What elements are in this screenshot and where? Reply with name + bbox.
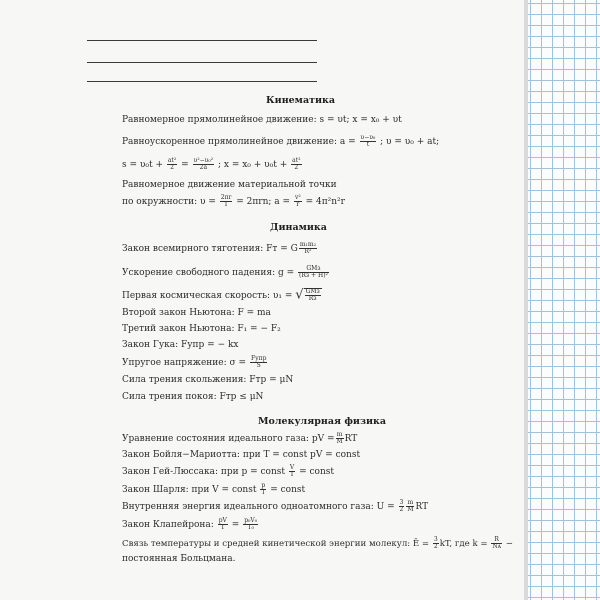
fraction: $\frac{\text{GMз}}{\text{(Rз + H)²}}$ (299, 265, 328, 279)
fraction: $\frac{\text{at²}}{2}$ (292, 157, 301, 171)
fraction: $\frac{R}{\text{Nᴀ}}$ (492, 536, 501, 550)
formula-boyle-mariotte: Закон Бойля−Мариотта: при T = const pV = const (122, 450, 361, 460)
formula-displacement (122, 158, 303, 172)
fraction: $\frac{\text{υ−υ₀}}{t}$ (360, 134, 376, 148)
formula-text: Внутренняя энергия идеального одноатомного газа: U = (122, 502, 395, 512)
formula-text: s = υ₀t + (122, 160, 163, 170)
formula-uniform-motion: Равномерное прямолинейное движение: s = υt; x = x₀ + υt (122, 115, 402, 125)
fraction: $\frac{\text{GMз}}{Rз}$ (305, 288, 320, 302)
fraction: $\frac{\text{υ²−υ₀²}}{2a}$ (193, 157, 214, 171)
formula-first-cosmic-velocity (122, 288, 322, 303)
formula-text: Ускорение свободного падения: g = (122, 268, 295, 278)
fraction: $\frac{m}{M}$ (336, 431, 343, 445)
fraction: $\frac{2\pi r}{T}$ (220, 194, 232, 208)
formula-ideal-gas (122, 432, 357, 446)
formula-text: Равноускоренное прямолинейное движение: a = (122, 137, 356, 147)
formula-text: Закон всемирного тяготения: Fт = G (122, 244, 298, 254)
formula-text: Закон Клапейрона: (122, 520, 214, 530)
formula-circular-motion (122, 195, 345, 209)
fraction: $\frac{m}{M}$ (407, 499, 414, 513)
formula-text: kT, где k = (439, 539, 488, 549)
fraction: $\frac{\text{v²}}{r}$ (294, 194, 301, 208)
formula-elastic-stress (122, 356, 268, 370)
formula-hooke: Закон Гука: Fупр = − kx (122, 340, 239, 350)
formula-text: Закон Шарля: при V = const (122, 485, 257, 495)
fraction: $\frac{\text{at²}}{2}$ (167, 157, 177, 171)
formula-text: = const (299, 467, 335, 477)
fraction: $\frac{\text{p₀V₀}}{\text{T₀}}$ (244, 517, 258, 531)
blank-line-3 (87, 81, 317, 82)
formula-text: RT (415, 502, 429, 512)
formula-text: = const (270, 485, 306, 495)
formula-text: = (181, 160, 189, 170)
square-root: √ $\frac{\text{GMз}}{Rз}$ (295, 287, 320, 303)
fraction: $\frac{\text{m₁m₂}}{\text{R²}}$ (299, 241, 317, 255)
heading-kinematics: Кинематика (266, 95, 336, 106)
blank-line-1 (87, 40, 317, 41)
fraction: $\frac{p}{T}$ (261, 482, 266, 496)
heading-dynamics: Динамика (270, 222, 327, 233)
formula-text: Первая космическая скорость: υ₁ = (122, 291, 293, 301)
formula-text: Закон Гей-Люссака: при p = const (122, 467, 286, 477)
formula-static-friction: Сила трения покоя: Fтр ≤ μN (122, 392, 264, 402)
formula-gravitation (122, 242, 318, 256)
formula-gay-lussac (122, 465, 334, 479)
formula-text: RT (344, 434, 358, 444)
heading-molecular: Молекулярная физика (258, 416, 387, 427)
formula-newton-3: Третий закон Ньютона: F₁ = − F₂ (122, 324, 281, 334)
formula-charles (122, 483, 305, 497)
formula-text: по окружности: υ = (122, 197, 216, 207)
fraction: $\frac{pV}{T}$ (218, 517, 227, 531)
formula-kinetic-energy (122, 537, 513, 551)
formula-text: Упругое напряжение: σ = (122, 358, 247, 368)
formula-text: Уравнение состояния идеального газа: pV = (122, 434, 335, 444)
formula-text: Связь температуры и средней кинетической энергии молекул: Ē = (122, 539, 430, 549)
formula-text: = 2πrn; a = (236, 197, 291, 207)
formula-sliding-friction: Сила трения скольжения: Fтр = μN (122, 375, 294, 385)
formula-text: = 4π²n²r (305, 197, 345, 207)
formula-free-fall (122, 266, 330, 280)
fraction: $\frac{\text{Fупр}}{S}$ (250, 355, 267, 369)
blank-line-2 (87, 62, 317, 63)
fraction: $\frac{3}{2}$ (399, 499, 404, 513)
text-circular-motion: Равномерное движение материальной точки (122, 180, 337, 190)
graph-paper-edge (528, 0, 600, 600)
fraction: $\frac{V}{T}$ (289, 464, 295, 478)
formula-clapeyron (122, 518, 259, 532)
text-boltzmann-constant: постоянная Больцмана. (122, 554, 236, 564)
formula-internal-energy (122, 500, 428, 514)
formula-newton-2: Второй закон Ньютона: F = ma (122, 308, 271, 318)
formula-text: ; υ = υ₀ + at; (380, 137, 440, 147)
formula-accelerated-motion (122, 135, 439, 149)
formula-text: − (505, 539, 513, 549)
fraction: $\frac{3}{2}$ (433, 536, 438, 550)
formula-text: ; x = x₀ + υ₀t + (217, 160, 288, 170)
formula-text: = (231, 520, 240, 530)
